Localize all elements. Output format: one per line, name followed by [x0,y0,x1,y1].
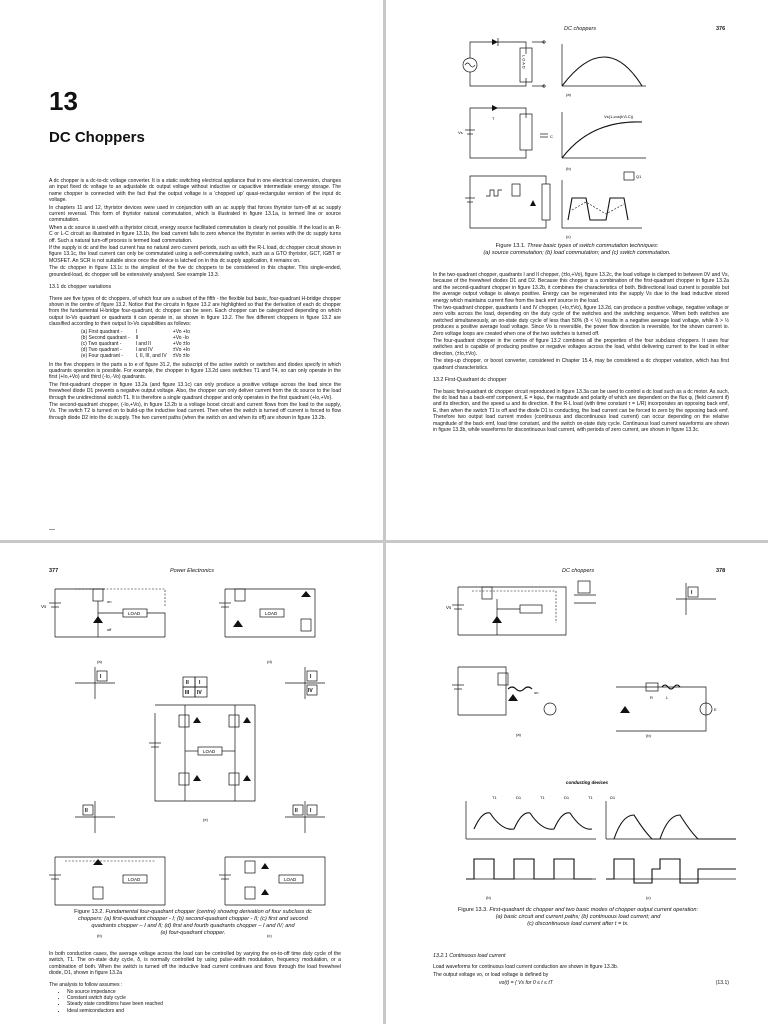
page-number: 377 [49,568,59,574]
svg-text:on: on [534,690,539,695]
discontinuous-current-waveform [606,801,736,900]
fig-sublabel: (c) [267,933,272,938]
chopper-a [41,589,165,664]
section-para: There are five types of dc choppers, of which four are a subset of the fifth - the flexible but basic, four-quadrant H-bridge chopper shown in the centre of figure 13.2. Notice that the circuits in figure 13.2 are highlighted so that the derivation of each dc chopper from the fundamental H-bridge four-quadrant, dc chopper can be seen. Each chopper can be categorized depending on which output Io-Vo quadrant or quadrants it can operate in, as shown in figure 13.2. The five different choppers in figure 13.2 are classified according to their output Io-Vo capabilities as follows: [49,295,341,328]
section-para: The basic first-quadrant dc chopper circuit reproduced in figure 13.3a can be used to control a dc load such as a dc motor. As such, the dc load has a back-emf component, E = kφω, the magnitude and polarity of which are dependent on the flux φ, (field current if) and its direction, and the speed ω and its direction. If the R-L load (with time constant τ = L/R) incorporates an opposing back emf, E, then when the switch T1 is off and the diode D1 is conducting, the load current can be forced to zero by the opposing back emf. Therefore two output load current modes (continuous and discontinuous load current) can occur depending on the relative magnitude of the back emf, load time constant, and the switch on-state duty cycle. Continuous load current waveforms are shown in figure 13.3b, while waveforms for discontinuous load current, with periods of zero current, are shown in figure 13.3c. [433,388,729,433]
body-para: The first-quadrant chopper in figure 13.2a (and figure 13.1c) can only produce a positive voltage across the load since the freewheel diode D1 prevents a negative output voltage. Also, the chopper can only deliver current from the dc source to the load through the unidirectional switch T1. It is therefore a single quadrant chopper and only operates in the first quadrant (+Io,+Vo). [49,381,341,401]
on-label: on [107,599,112,604]
page-number: 378 [716,568,726,574]
page-number: 376 [716,26,726,32]
fig-13-3a-circuit [446,581,596,635]
table-row: (a) First quadrant - I +Vo +Io [81,328,191,335]
body-para: The step-up chopper, or boost converter, considered in Chapter 15.4, may be considered a dc chopper variation, which has first quadrant characteristics. [433,358,729,371]
quadrant-axes-b [75,801,115,833]
q1-label: Q1 [636,174,642,179]
svg-text:L: L [666,695,669,700]
fig-sublabel: (d) [267,659,272,664]
chopper-d [219,589,315,664]
svg-text:Vs: Vs [446,605,452,610]
figure-13-1 [456,30,736,240]
fig-13-1a-circuit [463,38,646,97]
chapter-body [49,178,341,422]
svg-text:T1: T1 [492,795,497,800]
intro-para: A dc chopper is a dc-to-dc voltage converter. It is a static switching electrical appliance that in one electrical conversion, changes an input fixed dc voltage to an adjustable dc output voltage without inductive or capacitive intermediate energy storage. The name chopper is connected with the fact that the output voltage is a 'chopped up' quasi-rectangular version of the input dc voltage. [49,178,341,204]
body-para: Load waveforms for continuous load current conduction are shown in figure 13.3b. [433,964,619,971]
intro-para: The dc chopper in figure 13.1c is the simplest of the five dc choppers to be considered in this chapter. This single-ended, grounded-load, dc chopper will be extensively analysed. See example 13.3. [49,265,341,278]
equation: vo(t) = { Vs for 0 ≤ t ≤ tT [499,980,553,987]
svg-text:I: I [100,674,102,680]
svg-text:IV: IV [308,688,313,694]
list-item: • Steady state conditions have been reached [67,1001,341,1007]
list-item: • Constant switch duty cycle [67,995,341,1001]
page-377 [0,543,383,1024]
svg-text:T1: T1 [540,795,545,800]
table-row: (b) Second quadrant - II +Vo -Io [81,334,189,341]
chopper-variations-table [81,329,196,359]
figure-13-2-caption: Figure 13.2. Fundamental four-quadrant chopper (centre) showing derivation of four subclass dc choppers: (a) first-quadrant chopper - I; (b) second-quadrant chopper - II; (c) first and second quadrants chopper – I and II; (d) first and fourth quadrants chopper – I and IV; and (e) four-quadrant chopper. [74,909,312,936]
equation-number: (13.1) [715,980,729,987]
svg-text:LOAD: LOAD [203,749,216,754]
figure-13-3 [446,579,746,909]
figure-13-2 [35,583,355,943]
page4-body [433,947,729,990]
conducting-label: conducting devices [566,780,609,785]
svg-text:D1: D1 [564,795,570,800]
fig-sublabel: (b) [486,895,491,900]
fig-13-1c-circuit [465,172,642,239]
four-quadrant-chopper [149,677,255,822]
analysis-intro: The analysis to follow assumes : [49,981,123,988]
subsection-heading: 13.2.1 Continuous load current [433,953,506,959]
table-row: (d) Two quadrant - I and IV ±Vo +Io [81,346,190,353]
svg-text:D1: D1 [516,795,522,800]
quadrant-axes-a [75,667,115,699]
fig-sublabel: (b) [97,933,102,938]
intro-para: In chapters 11 and 12, thyristor devices were used in conjunction with an ac supply that forces thyristor turn-off at ac supply current reversal. This form of thyristor natural commutation, which is illustrated in figure 13.1a, is termed line or source commutation. [49,204,341,224]
footer-mark: — [49,527,55,533]
page3-body [49,951,341,1014]
fig-sublabel: (a) [516,732,521,737]
page2-body [433,272,729,434]
table-row: (c) Two quadrant - I and II +Vo ±Io [81,340,190,347]
intro-para: If the supply is dc and the load current has no natural zero current periods, such as with the R-L load, dc chopper circuit shown in figure 13.1c, the load current can only be commutated using a self-commutating switch, such as a GTO thyristor, GCT, IGBT or MOSFET. An SCR is not suitable since once the device is latched on in this dc supply application, it remains on. [49,245,341,264]
list-item: • No source impedance [67,989,341,995]
fig-sublabel: (e) [203,817,208,822]
body-para: The two-quadrant chopper, quadrants I and IV chopper, (+Io,±Vo), figure 13.2d, can produce a positive voltage, negative voltage or zero volts across the load, depending on the duty cycle of the switches and the switching sequence. When both switches are switched simultaneously, an on-state duty cycle of less than 50% (δ < ½) results in a negative average load voltage, while δ > ½ produces a positive average load voltage. Since Vo is reversible, the power flow direction is reversible, for the shown current io. Zero voltage loops are created when one of the two switches is turned off. [433,305,729,337]
svg-text:I: I [691,590,693,596]
fig-13-1b-circuit [458,105,646,171]
fig-sublabel: (b) [566,166,571,171]
quadrant-axes-d [285,667,325,699]
svg-text:LOAD: LOAD [128,877,141,882]
svg-text:T1: T1 [588,795,593,800]
page-378 [386,543,768,1024]
assumptions-list [67,989,341,1014]
figure-13-3-caption: Figure 13.3. First-quadrant dc chopper and two basic modes of chopper output current operation: (a) basic circuit and current paths; (b) continuous load current; and (c) discontinuous load current after t = tx. [457,907,699,927]
body-para: In the two-quadrant chopper, quadrants I and II chopper, (±Io,+Vo), figure 13.2c, the load voltage is clamped to between 0V and Vs, because of the freewheel diodes D1 and D2. Because this chopper is a combination of the first-quadrant chopper in figure 13.2a and the second-quadrant chopper in figure 13.2b, it combines the characteristics of both. Bidirectional load current is possible but the average output voltage is always positive. Energy can be regenerated into the supply Vs due to the load inductive stored energy which maintains current flow from the back emf source in the load. [433,272,729,304]
fig-sublabel: (c) [646,895,651,900]
quadrant-axes [676,583,716,615]
fig-13-3-drive-circuit [452,667,556,737]
body-para: The second-quadrant chopper, (-Io,+Vo), in figure 13.2b is a voltage boost circuit and current flows from the load to the supply, Vs. The switch T2 is turned on to build-up the inductive load current. Then when the switch is turned off current is forced to flow through diode D2 into the dc supply. The two current paths (when the switch on and when its off) are shown in figure 13.2b. [49,401,341,421]
off-label: off [107,627,112,632]
t-label: T [492,116,495,121]
list-item: • Ideal semiconductors and [67,1008,341,1014]
continuous-current-waveform [466,801,596,900]
vs-label: Vs [41,604,47,609]
load-label: LOAD [128,611,141,616]
quadrant-axes-c [285,801,325,833]
conducting-device-labels [492,795,616,800]
running-head: DC choppers [564,26,597,32]
chapter-title: DC Choppers [49,129,145,146]
body-para: The four-quadrant chopper in the centre of figure 13.2 combines all the properties of the four subclass choppers. It uses four switches and is capable of producing positive or negative voltages across the load, whilst delivering current to the load in either direction, (±Io,±Vo). [433,338,729,357]
page-375 [0,0,383,540]
vs-label: Vs [458,130,463,135]
c-label: C [550,134,553,139]
body-para: The output voltage vo, or load voltage is defined by [433,971,549,978]
figure-13-1-caption: Figure 13.1. Three basic types of switch commutation techniques: (a) source commutation; (b) load commutation; and (c) switch commutation. [483,243,671,256]
equation-13-1 [433,980,729,990]
page-376 [386,0,768,540]
intro-para: When a dc source is used with a thyristor circuit, energy source facilitated commutation is clearly not possible. If the load is an R-C or L-C circuit as illustrated in figure 13.1b, the load current falls to zero whence the thyristor in series with the dc supply turns off. Such a natural turn-off process is termed load commutation. [49,224,341,244]
body-para: In the five choppers in the parts a to e of figure 31.2, the subscript of the active switch or switches and diodes specify in which quadrants operation is possible. For example, the chopper in figure 13.2d uses switches T1 and T4, so can only operate in the first (+Io,+Vo) and third (-Io,-Vo) quadrants. [49,361,341,381]
svg-text:IV: IV [197,690,202,696]
fig-sublabel: (c) [566,234,571,239]
fig-sublabel: (b) [646,733,651,738]
fig-sublabel: (a) [566,92,571,97]
load-label: L O A D [521,55,527,69]
section-heading: 13.2 First-Quadrant dc chopper [433,377,507,384]
svg-text:I: I [199,680,201,686]
body-para: In both conduction cases, the average voltage across the load can be controlled by varying the on-to-off time duty cycle of the switch, T1. The on-state duty cycle, δ, is normally controlled by using pulse-width modulation, frequency modulation, or a combination of both. When the switch is turned off the inductive load current continues and flows through the load freewheel diode, D1, shown in figure 13.2a [49,951,341,977]
svg-text:II: II [295,808,298,814]
fig-sublabel: (a) [97,659,102,664]
svg-text:LOAD: LOAD [284,877,297,882]
svg-text:II: II [85,808,88,814]
chapter-number: 13 [49,86,78,116]
formula-label: Vs(1-cos(t/√LC)) [604,114,634,119]
svg-text:II: II [186,680,189,686]
running-head: Power Electronics [170,568,215,574]
thyristor-icon [492,39,498,45]
svg-text:D1: D1 [610,795,616,800]
table-row: (e) Four quadrant - I, II, III, and IV ±Vo ±Io [81,352,190,359]
running-head: DC choppers [562,568,595,574]
svg-text:LOAD: LOAD [265,611,278,616]
svg-text:I: I [310,808,312,814]
section-heading: 13.1 dc chopper variations [49,284,112,291]
svg-text:I: I [310,674,312,680]
svg-text:R: R [650,695,653,700]
svg-text:III: III [185,690,190,696]
fig-13-3-freewheel-circuit [616,683,717,738]
svg-text:E: E [714,707,717,712]
